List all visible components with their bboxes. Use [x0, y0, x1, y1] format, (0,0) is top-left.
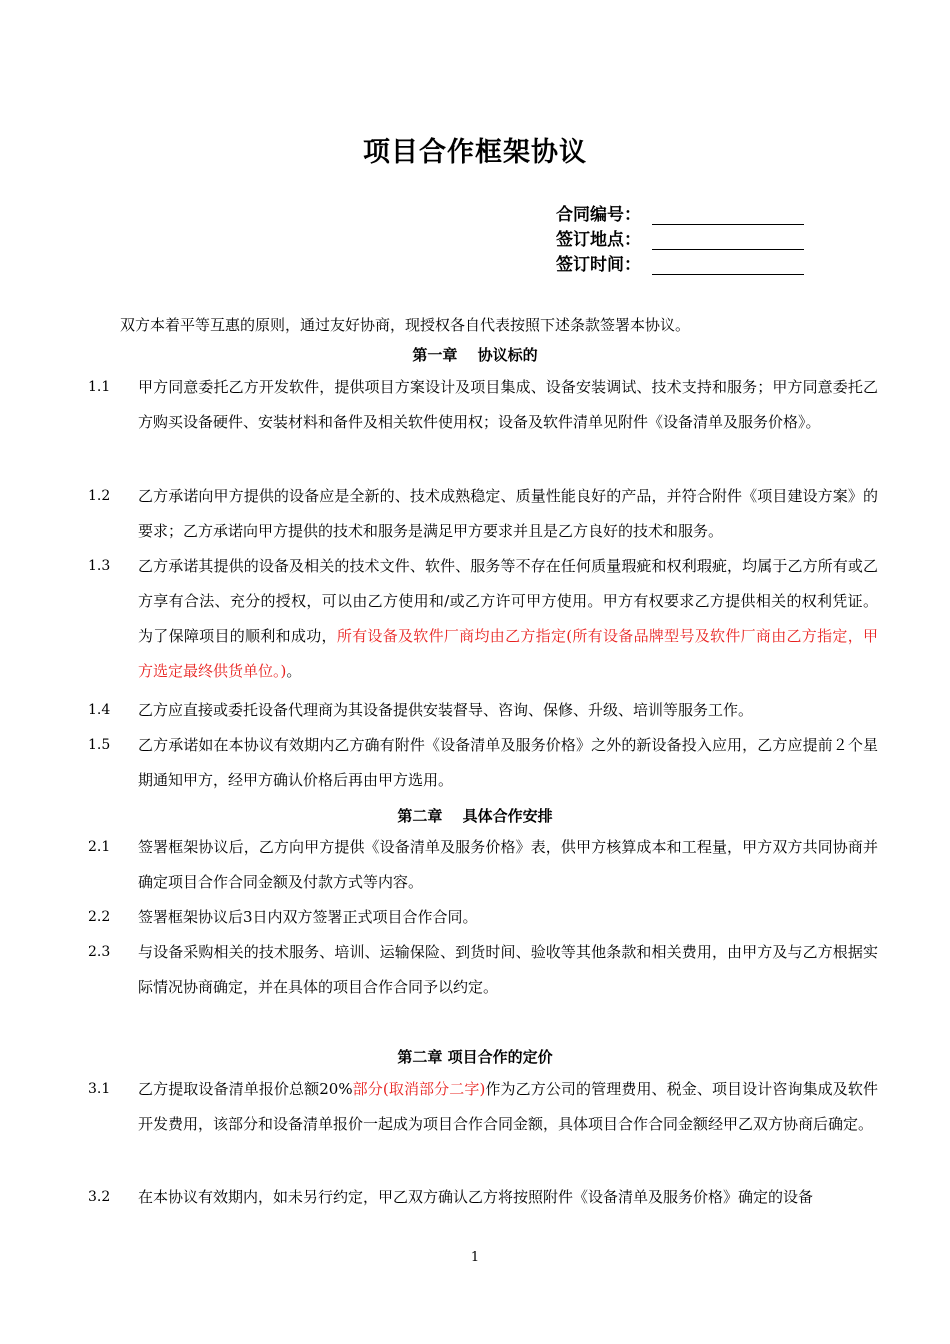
clause-number: 2.3: [88, 944, 111, 960]
clause-text: 乙方应直接或委托设备代理商为其设备提供安装督导、咨询、保修、升级、培训等服务工作。: [138, 701, 754, 719]
sign-time-label: 签订时间：: [556, 255, 641, 275]
clause-number: 3.2: [88, 1189, 111, 1205]
contract-meta-block: [556, 200, 804, 275]
chapter-2-title: 第二章 具体合作安排: [397, 807, 553, 825]
clause-highlight-text: 所有设备及软件厂商均由乙方指定(所有设备品牌型号及软件厂商由乙方指定，甲方选定最终供货单位。): [138, 627, 878, 680]
clause-number: 1.4: [88, 702, 111, 718]
chapter-1-title: 第一章 协议标的: [412, 346, 538, 364]
clause-1-1: [88, 370, 888, 440]
clause-number: 1.2: [88, 488, 111, 504]
clause-1-5: [88, 728, 888, 798]
clause-text: 在本协议有效期内，如未另行约定，甲乙双方确认乙方将按照附件《设备清单及服务价格》确定的设备: [138, 1188, 814, 1206]
clause-text: 乙方承诺如在本协议有效期内乙方确有附件《设备清单及服务价格》之外的新设备投入应用，乙方应提前２个星期通知甲方，经甲方确认价格后再由甲方选用。: [138, 736, 878, 789]
sign-time-row: [556, 250, 804, 275]
sign-place-row: [556, 225, 804, 250]
clause-text: [138, 1072, 878, 1142]
intro-paragraph: 双方本着平等互惠的原则，通过友好协商，现授权各自代表按照下述条款签署本协议。: [120, 316, 691, 334]
page-number: 1: [470, 1250, 480, 1265]
clause-number: 1.1: [88, 379, 111, 395]
contract-number-label: 合同编号：: [556, 205, 641, 225]
clause-highlight-text: 部分(取消部分二字): [352, 1080, 486, 1098]
clause-text-part: 。: [286, 662, 302, 680]
clause-text-part: 乙方承诺其提供的设备及相关的技术文件、软件、服务等不存在任何质量瑕疵和权利瑕疵，均属于乙方所有或乙方享有合法、充分的授权，可以由乙方使用和/或乙方许可甲方使用。甲方有权要求乙方提供相关的权利凭证。为了保障项目的顺利和成功，: [138, 557, 878, 645]
clause-number: 2.2: [88, 909, 111, 925]
clause-text: 甲方同意委托乙方开发软件，提供项目方案设计及项目集成、设备安装调试、技术支持和服务；甲方同意委托乙方购买设备硬件、安装材料和备件及相关软件使用权；设备及软件清单见附件《设备清单及服务价格》。: [138, 378, 878, 431]
clause-text: [138, 549, 878, 689]
clause-text: 与设备采购相关的技术服务、培训、运输保险、到货时间、验收等其他条款和相关费用，由甲方及与乙方根据实际情况协商确定，并在具体的项目合作合同予以约定。: [138, 943, 878, 996]
clause-3-2: [88, 1180, 888, 1215]
sign-place-blank: [652, 231, 804, 250]
clause-2-1: [88, 830, 888, 900]
clause-text: 签署框架协议后3日内双方签署正式项目合作合同。: [138, 908, 478, 926]
chapter-3-title: 第二章 项目合作的定价: [397, 1048, 553, 1066]
clause-text-part: 作为乙方公司的管理费用、税金、项目设计咨询集成及软件开发费用，该部分和设备清单报价一起成为项目合作合同金额，具体项目合作合同金额经甲乙双方协商后确定。: [138, 1080, 878, 1133]
document-title: 项目合作框架协议: [363, 137, 587, 168]
clause-number: 1.5: [88, 737, 111, 753]
clause-1-4: [88, 693, 888, 728]
clause-number: 3.1: [88, 1081, 111, 1097]
sign-place-label: 签订地点：: [556, 230, 641, 250]
clause-2-3: [88, 935, 888, 1005]
contract-number-blank: [652, 206, 804, 225]
clause-number: 2.1: [88, 839, 111, 855]
clause-text-part: 乙方提取设备清单报价总额20%: [138, 1080, 353, 1098]
clause-1-2: [88, 479, 888, 549]
contract-number-row: [556, 200, 804, 225]
clause-1-3: [88, 549, 888, 689]
clause-3-1: [88, 1072, 888, 1142]
clause-text: 乙方承诺向甲方提供的设备应是全新的、技术成熟稳定、质量性能良好的产品，并符合附件《项目建设方案》的要求；乙方承诺向甲方提供的技术和服务是满足甲方要求并且是乙方良好的技术和服务。: [138, 487, 878, 540]
clause-text: 签署框架协议后，乙方向甲方提供《设备清单及服务价格》表，供甲方核算成本和工程量，甲方双方共同协商并确定项目合作合同金额及付款方式等内容。: [138, 838, 878, 891]
sign-time-blank: [652, 256, 804, 275]
clause-2-2: [88, 900, 888, 935]
clause-number: 1.3: [88, 558, 111, 574]
